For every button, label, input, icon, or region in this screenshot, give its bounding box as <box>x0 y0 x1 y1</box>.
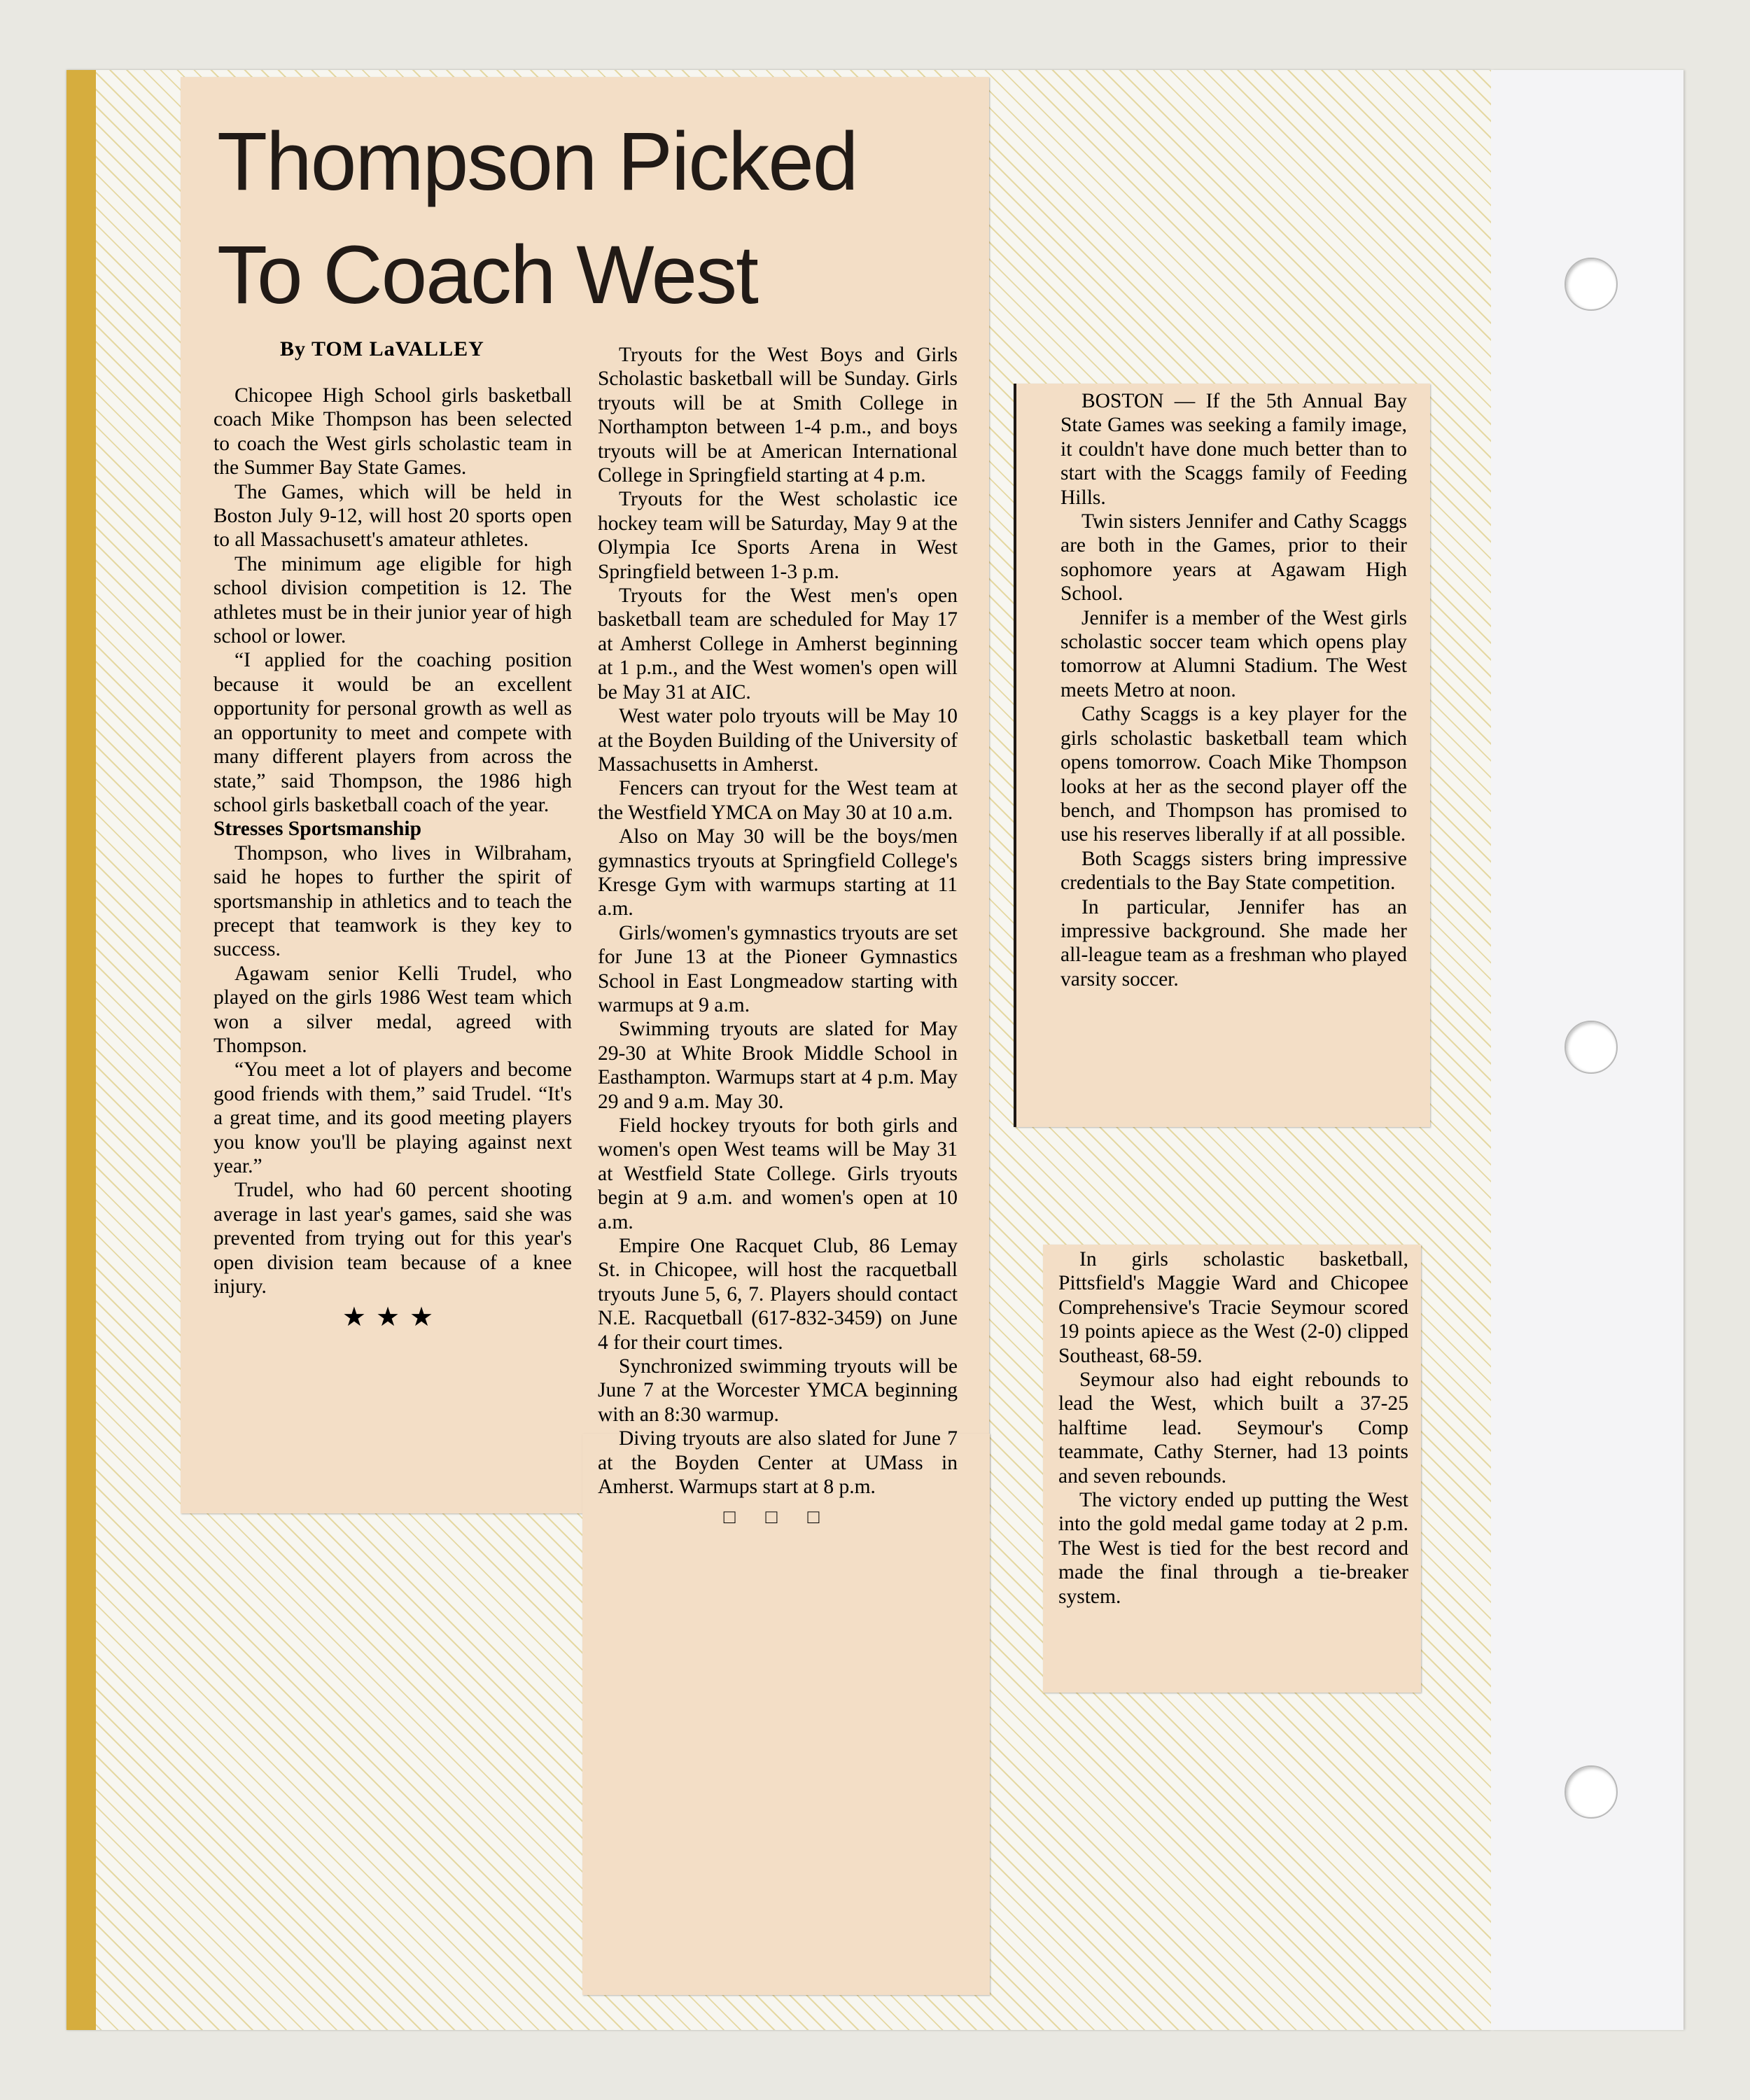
paragraph: Field hockey tryouts for both girls and women's open West teams will be May 31 at Westfield State College. Girls tryouts begin at 9 a.m. and women's open at 10 a.m. <box>598 1114 958 1233</box>
paragraph: Trudel, who had 60 percent shooting average in last year's games, said she was prevented from trying out for this year's open division team because of a knee injury. <box>214 1179 572 1298</box>
paragraph: Girls/women's gymnastics tryouts are set for June 13 at the Pioneer Gymnastics School in East Longmeadow starting with warmups at 9 a.m. <box>598 921 958 1016</box>
paragraph: “You meet a lot of players and become good friends with them,” said Trudel. “It's a great time, and its good meeting players you know you'll be playing against next year.” <box>214 1058 572 1177</box>
paragraph: Also on May 30 will be the boys/men gymnastics tryouts at Springfield College's Kresge Gym with warmups starting at 11 a.m. <box>598 825 958 920</box>
paragraph: Tryouts for the West men's open basketball team are scheduled for May 17 at Amherst College in Amherst beginning at 1 p.m., and the West women's open will be May 31 at AIC. <box>598 584 958 704</box>
paragraph: The victory ended up putting the West into the gold medal game today at 2 p.m. The West is tied for the best record and made the final through a tie-breaker system. <box>1058 1489 1408 1608</box>
headline <box>217 105 966 332</box>
paragraph: In particular, Jennifer has an impressive background. She made her all-league team as a freshman who played varsity soccer. <box>1060 895 1407 990</box>
paragraph: Chicopee High School girls basketball coach Mike Thompson has been selected to coach the West girls scholastic team in the Summer Bay State Games. <box>214 384 572 479</box>
byline: By TOM LaVALLEY <box>280 337 484 360</box>
binder-hole-middle <box>1564 1021 1618 1074</box>
paragraph: Swimming tryouts are slated for May 29-30 at White Brook Middle School in Easthampton. Warmups start at 4 p.m. May 29 and 9 a.m. May 30. <box>598 1018 958 1113</box>
subhead: Stresses Sportsmanship <box>214 818 421 841</box>
paragraph: Empire One Racquet Club, 86 Lemay St. in Chicopee, will host the racquetball tryouts June 5, 6, 7. Players should contact N.E. Racquetball (617-832-3459) on June 4 for their court times. <box>598 1235 958 1354</box>
binder-hole-top <box>1564 258 1618 311</box>
paragraph: Tryouts for the West scholastic ice hockey team will be Saturday, May 9 at the Olympia Ice Sports Arena in West Springfield between 1-3 p.m. <box>598 488 958 583</box>
article-column-1 <box>214 384 572 1333</box>
article-column-2 <box>598 343 958 1529</box>
binding-strip <box>66 70 96 2030</box>
paragraph: Both Scaggs sisters bring impressive credentials to the Bay State competition. <box>1060 847 1407 895</box>
basketball-article <box>1058 1247 1408 1609</box>
paragraph: West water polo tryouts will be May 10 at the Boyden Building of the University of Massachusetts in Amherst. <box>598 705 958 776</box>
paragraph: Seymour also had eight rebounds to lead the West, which built a 37-25 halftime lead. Seymour's Comp teammate, Cathy Sterner, had 13 points and seven rebounds. <box>1058 1368 1408 1488</box>
paragraph: “I applied for the coaching position because it would be an excellent opportunity for personal growth as well as an opportunity to meet and compete with many different players from across the state,” said Thompson, the 1986 high school girls basketball coach of the year. <box>214 649 572 816</box>
paragraph: Fencers can tryout for the West team at the Westfield YMCA on May 30 at 10 a.m. <box>598 777 958 824</box>
paragraph: Twin sisters Jennifer and Cathy Scaggs are both in the Games, prior to their sophomore years at Agawam High School. <box>1060 510 1407 606</box>
paragraph: Agawam senior Kelli Trudel, who played on the girls 1986 West team which won a silver medal, agreed with Thompson. <box>214 962 572 1057</box>
paragraph: The minimum age eligible for high school division competition is 12. The athletes must be in their junior year of high school or lower. <box>214 552 572 648</box>
binder-hole-bottom <box>1564 1765 1618 1819</box>
clipping-rule <box>1014 384 1016 1127</box>
paragraph: Diving tryouts are also slated for June 7 at the Boyden Center at UMass in Amherst. Warmups start at 8 p.m. <box>598 1427 958 1499</box>
paragraph: The Games, which will be held in Boston July 9-12, will host 20 sports open to all Massachusett's amateur athletes. <box>214 480 572 552</box>
paragraph: Cathy Scaggs is a key player for the girls scholastic basketball team which opens tomorrow. Coach Mike Thompson looks at her as the second player off the bench, and Thompson has promised to use his reserves liberally if at all possible. <box>1060 703 1407 846</box>
paragraph: BOSTON — If the 5th Annual Bay State Games was seeking a family image, it couldn't have done much better than to start with the Scaggs family of Feeding Hills. <box>1060 390 1407 509</box>
paragraph: In girls scholastic basketball, Pittsfield's Maggie Ward and Chicopee Comprehensive's Tracie Seymour scored 19 points apiece as the West (2-0) clipped Southeast, 68-59. <box>1058 1248 1408 1367</box>
end-mark-stars: ★★★ <box>342 1303 444 1333</box>
headline-line-2: To Coach West <box>217 229 757 321</box>
boston-article <box>1060 389 1407 991</box>
paragraph: Tryouts for the West Boys and Girls Scholastic basketball will be Sunday. Girls tryouts will be at Smith College in Northampton between 1-4 p.m., and boys tryouts will be at American International College in Springfield starting at 4 p.m. <box>598 344 958 487</box>
headline-line-1: Thompson Picked <box>217 115 858 208</box>
end-mark-boxes: □ □ □ <box>723 1506 832 1528</box>
paragraph: Jennifer is a member of the West girls scholastic soccer team which opens play tomorrow at Alumni Stadium. The West meets Metro at noon. <box>1060 606 1407 701</box>
paragraph: Synchronized swimming tryouts will be June 7 at the Worcester YMCA beginning with an 8:30 warmup. <box>598 1355 958 1426</box>
paragraph: Thompson, who lives in Wilbraham, said he hopes to further the spirit of sportsmanship in athletics and to teach the precept that teamwork is they key to success. <box>214 841 572 961</box>
